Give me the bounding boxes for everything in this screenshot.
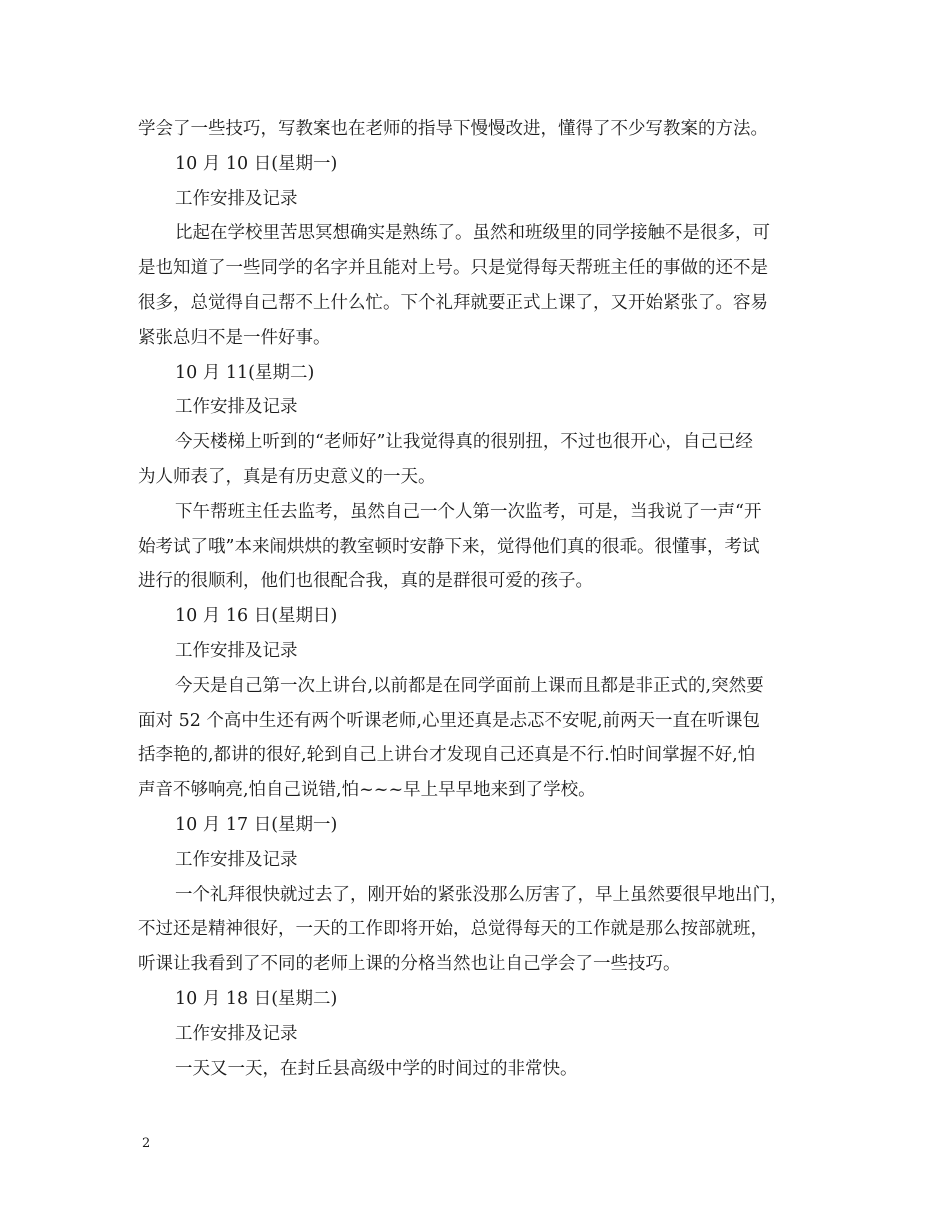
text-line: 面对 52 个高中生还有两个听课老师,心里还真是忐忑不安呢,前两天一直在听课包 <box>138 710 761 731</box>
document-body <box>138 112 810 1086</box>
text-line: 紧张总归不是一件好事。 <box>138 327 331 348</box>
section-heading: 工作安排及记录 <box>175 397 298 418</box>
text-line: 听课让我看到了不同的老师上课的分格当然也让自己学会了一些技巧。 <box>138 954 681 975</box>
text-line: 不过还是精神很好，一天的工作即将开始，总觉得每天的工作就是那么按部就班， <box>138 919 768 940</box>
date-heading: 10 月 18 日(星期二) <box>175 988 338 1009</box>
text-line: 学会了一些技巧，写教案也在老师的指导下慢慢改进，懂得了不少写教案的方法。 <box>138 119 768 139</box>
text-line: 一个礼拜很快就过去了，刚开始的紧张没那么厉害了，早上虽然要很早地出门， <box>175 884 788 905</box>
text-line: 进行的很顺利，他们也很配合我，真的是群很可爱的孩子。 <box>138 571 593 592</box>
date-heading: 10 月 11(星期二) <box>175 362 315 383</box>
text-line: 声音不够响亮,怕自己说错,怕~~~早上早早地来到了学校。 <box>138 780 596 801</box>
text-line: 比起在学校里苦思冥想确实是熟练了。虽然和班级里的同学接触不是很多，可 <box>175 223 770 244</box>
text-line: 为人师表了，真是有历史意义的一天。 <box>138 466 436 487</box>
section-heading: 工作安排及记录 <box>175 188 298 209</box>
text-line: 下午帮班主任去监考，虽然自己一个人第一次监考，可是，当我说了一声“开 <box>175 501 762 522</box>
text-line: 是也知道了一些同学的名字并且能对上号。只是觉得每天帮班主任的事做的还不是 <box>138 258 768 279</box>
text-line: 括李艳的,都讲的很好,轮到自己上讲台才发现自己还真是不行.怕时间掌握不好,怕 <box>138 745 756 766</box>
section-heading: 工作安排及记录 <box>175 849 298 870</box>
section-heading: 工作安排及记录 <box>175 1023 298 1044</box>
text-line: 始考试了哦”本来闹烘烘的教室顿时安静下来，觉得他们真的很乖。很懂事，考试 <box>138 536 760 557</box>
text-line: 很多，总觉得自己帮不上什么忙。下个礼拜就要正式上课了，又开始紧张了。容易 <box>138 292 768 313</box>
date-heading: 10 月 17 日(星期一) <box>175 814 338 835</box>
text-line: 今天是自己第一次上讲台,以前都是在同学面前上课而且都是非正式的,突然要 <box>175 675 764 696</box>
date-heading: 10 月 16 日(星期日) <box>175 606 338 627</box>
date-heading: 10 月 10 日(星期一) <box>175 153 338 174</box>
text-line: 一天又一天，在封丘县高级中学的时间过的非常快。 <box>175 1058 578 1079</box>
text-line: 今天楼梯上听到的“老师好”让我觉得真的很别扭，不过也很开心，自己已经 <box>175 432 753 453</box>
page-number: 2 <box>142 1136 151 1151</box>
section-heading: 工作安排及记录 <box>175 640 298 661</box>
